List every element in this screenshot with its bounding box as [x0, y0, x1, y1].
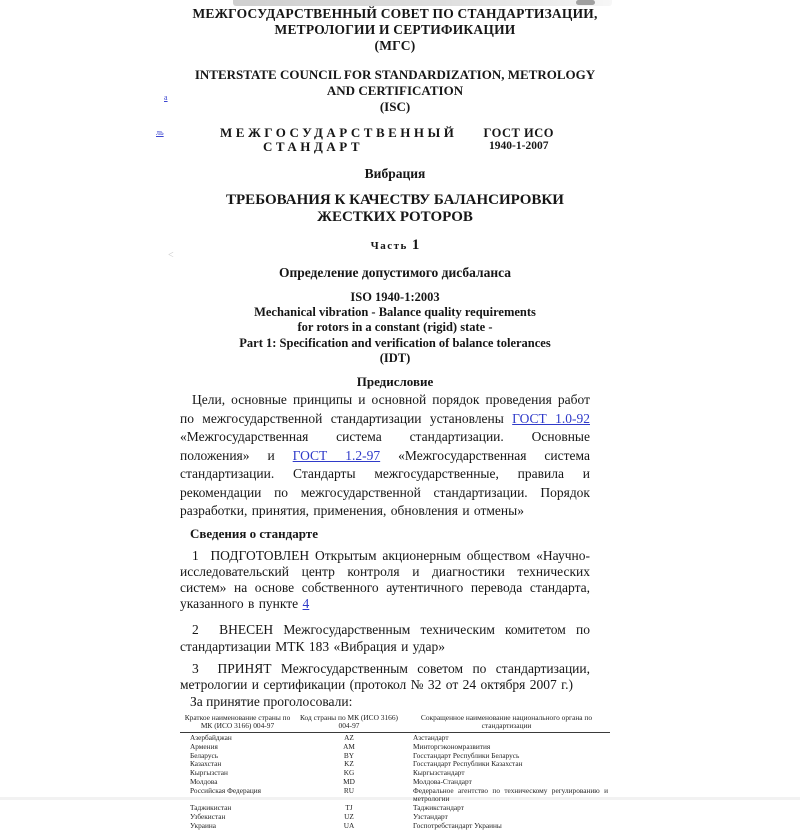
foreword-text-1: Цели, основные принципы и основной порядок проведения работ по межгосударственной стандартизации установлены: [180, 392, 590, 426]
standard-info-item-3: 3 ПРИНЯТ Межгосударственным советом по стандартизации, метрологии и сертификации (протокол № 32 от 24 октября 2007 г.): [180, 660, 590, 692]
vote-table-col1-header: Краткое наименование страны по МК (ИСО 3166) 004-97: [184, 713, 291, 731]
vote-cell-org: Кыргызстандарт: [413, 768, 465, 778]
gost-1-2-97-link[interactable]: ГОСТ 1.2-97: [292, 447, 381, 463]
vote-cell-country: Молдова: [190, 777, 218, 787]
vote-cell-country: Беларусь: [190, 750, 219, 760]
vote-cell-code: RU: [343, 786, 355, 796]
foreword-heading: Предисловие: [356, 374, 434, 390]
document-title: [180, 192, 610, 226]
iso-reference-block: [180, 290, 610, 366]
vote-cell-code: KG: [343, 768, 355, 778]
standard-designation-bar: [180, 126, 610, 154]
part-number: 1: [411, 237, 420, 253]
vote-cell-org: Госпотребстандарт Украины: [413, 821, 502, 830]
standard-kind-label: [220, 125, 458, 154]
standard-info-heading: Сведения о стандарте: [190, 525, 318, 541]
vote-table-row: [180, 804, 610, 813]
vote-cell-org: Минторгэкономразвития: [413, 741, 491, 751]
standard-kind-line1: МЕЖГОСУДАРСТВЕННЫЙ: [220, 125, 458, 140]
vote-table-row: [180, 742, 610, 751]
vote-cell-country: Азербайджан: [190, 732, 232, 742]
vote-table-row: [180, 786, 610, 803]
vote-table-body: [180, 733, 610, 830]
vote-cell-org: Госстандарт Республики Казахстан: [413, 759, 523, 769]
subject-heading: Вибрация: [364, 166, 426, 181]
document-page: [180, 0, 610, 830]
standard-number-line2: 1940-1-2007: [489, 140, 549, 152]
vote-table-row: [180, 813, 610, 822]
document-title-line1: ТРЕБОВАНИЯ К КАЧЕСТВУ БАЛАНСИРОВКИ: [226, 192, 564, 208]
council-heading-ru: [180, 6, 610, 54]
item-1-text: 1 ПОДГОТОВЛЕН Открытым акционерным обществом «Научно-исследовательский центр контроля и диагностики технических систем» на основе собственного аутентичного перевода стандарта, указанного в пункте: [180, 547, 590, 612]
vote-cell-org: Азстандарт: [413, 732, 449, 742]
council-ru-line2: МЕТРОЛОГИИ И СЕРТИФИКАЦИИ: [274, 22, 516, 37]
council-en-line1: INTERSTATE COUNCIL FOR STANDARDIZATION, METROLOGY: [194, 67, 596, 82]
vote-cell-country: Российская Федерация: [190, 786, 261, 796]
gost-1-0-92-link[interactable]: ГОСТ 1.0-92: [512, 410, 590, 426]
vote-cell-code: KZ: [344, 759, 354, 769]
iso-ref: ISO 1940-1:2003: [350, 290, 440, 304]
standard-info-item-2: 2 ВНЕСЕН Межгосударственным техническим комитетом по стандартизации МТК 183 «Вибрация и удар»: [180, 622, 590, 654]
vote-table-row: [180, 760, 610, 769]
vote-cell-code: UA: [343, 821, 355, 830]
vote-cell-country: Казахстан: [190, 759, 222, 769]
vote-cell-country: Армения: [190, 741, 218, 751]
vote-cell-country: Узбекистан: [190, 812, 226, 822]
scan-artifact-mark: <: [168, 250, 174, 261]
vote-cell-code: UZ: [344, 812, 354, 822]
vote-cell-code: AM: [343, 741, 355, 751]
council-ru-abbr: (МГС): [374, 38, 416, 53]
standard-number: [484, 126, 554, 153]
standard-info-item-1: [180, 548, 590, 613]
margin-link-fragment-l[interactable]: ль: [156, 128, 164, 137]
vote-intro: За принятие проголосовали:: [190, 694, 353, 710]
iso-title-line2: for rotors in a constant (rigid) state -: [297, 320, 493, 335]
council-en-line2: AND CERTIFICATION: [326, 83, 464, 98]
part-subtitle: Определение допустимого дисбаланса: [278, 265, 512, 280]
document-title-line2: ЖЕСТКИХ РОТОРОВ: [317, 209, 473, 225]
vote-table-row: [180, 751, 610, 760]
vote-table: [180, 714, 610, 830]
standard-number-line1: ГОСТ ИСО: [483, 126, 554, 140]
iso-title-line1: Mechanical vibration - Balance quality requirements: [254, 305, 536, 320]
vote-cell-country: Кыргызстан: [190, 768, 228, 778]
vote-cell-code: BY: [343, 750, 355, 760]
vote-table-row: [180, 769, 610, 778]
council-heading-en: [180, 67, 610, 115]
foreword-text-3: «Межгосударственная система стандартизации. Стандарты межгосударственные, правила и рекомендации по межгосударственной стандартизации. Порядок разработки, принятия, применения, обновления и отмены»: [180, 447, 590, 519]
standard-kind-line2: СТАНДАРТ: [262, 139, 363, 154]
part-label: Часть: [370, 240, 408, 252]
vote-table-col2-header: Код страны по МК (ИСО 3166) 004-97: [300, 713, 398, 731]
council-ru-line1: МЕЖГОСУДАРСТВЕННЫЙ СОВЕТ ПО СТАНДАРТИЗАЦИИ,: [192, 6, 598, 21]
foreword-paragraph: [180, 391, 590, 521]
vote-cell-country: Таджикистан: [190, 803, 232, 813]
vote-cell-country: Украина: [190, 821, 217, 830]
part-heading: [180, 238, 610, 253]
vote-cell-org: Таджикстандарт: [413, 803, 464, 813]
idt-mark: (IDT): [379, 350, 411, 365]
iso-title-line3: Part 1: Specification and verification of balance tolerances: [239, 335, 551, 350]
vote-table-header: [180, 714, 610, 730]
vote-cell-code: TJ: [345, 803, 353, 813]
council-en-abbr: (ISC): [379, 99, 411, 114]
vote-cell-org: Федеральное агентство по техническому регулированию и метрологии: [413, 786, 608, 804]
vote-table-row: [180, 733, 610, 742]
vote-table-row: [180, 821, 610, 830]
margin-link-fragment-a[interactable]: а: [164, 93, 168, 102]
vote-cell-org: Госстандарт Республики Беларусь: [413, 750, 520, 760]
vote-cell-code: MD: [343, 777, 355, 787]
foreword-text-2: «Межгосударственная система стандартизации. Основные положения» и: [180, 429, 590, 463]
clause-4-link[interactable]: 4: [302, 596, 310, 612]
vote-cell-code: AZ: [344, 732, 354, 742]
vote-cell-org: Молдова-Стандарт: [413, 777, 472, 787]
vote-table-col3-header: Сокращенное наименование национального органа по стандартизации: [420, 713, 593, 731]
vote-cell-org: Узстандарт: [413, 812, 448, 822]
